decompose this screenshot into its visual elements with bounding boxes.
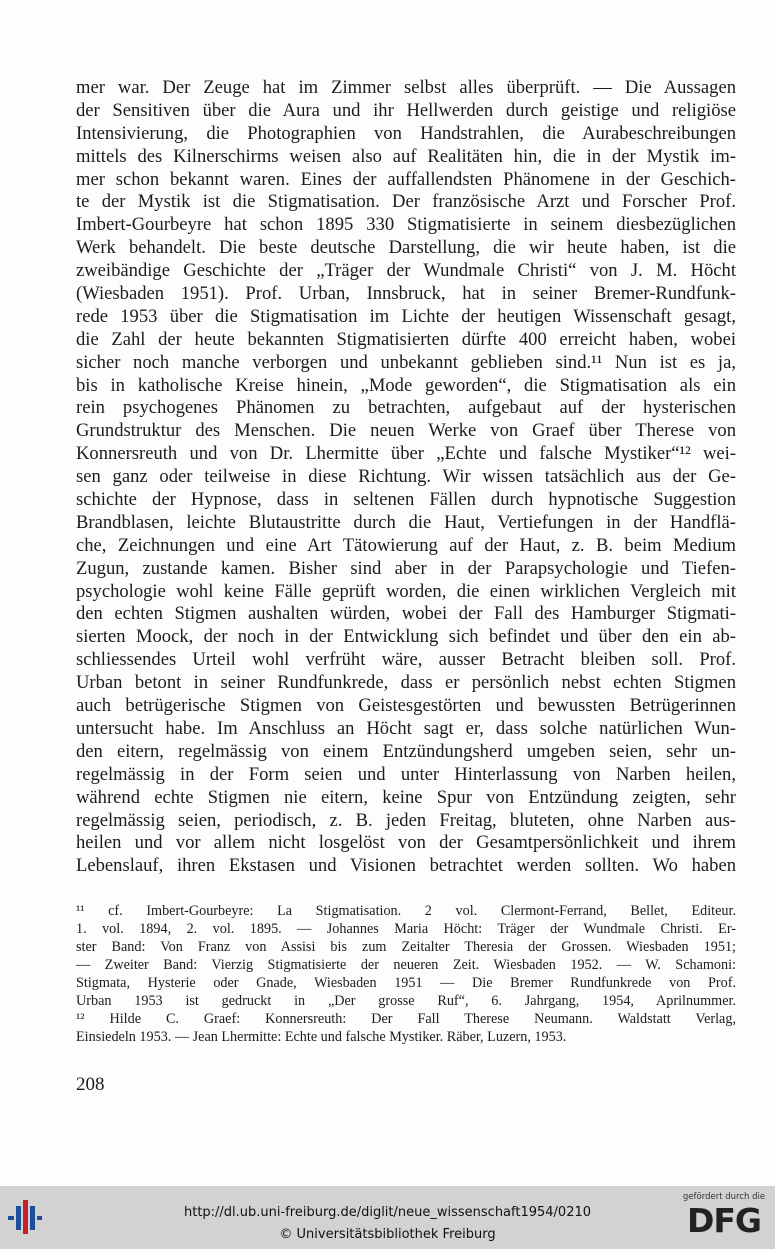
text-line: den eitern, regelmässig von einem Entzündungsherd umgeben seien, sehr un-	[76, 740, 736, 762]
text-line: Imbert-Gourbeyre hat schon 1895 330 Stigmatisierte in seinem diesbezüglichen	[76, 214, 736, 236]
text-line: te der Mystik ist die Stigmatisation. Der französische Arzt und Forscher Prof.	[76, 191, 736, 213]
text-line: che, Zeichnungen und eine Art Tätowierung auf der Haut, z. B. beim Medium	[76, 534, 736, 556]
text-line: Grundstruktur des Menschen. Die neuen Werke von Graef über Therese von	[76, 420, 736, 442]
text-line: Brandblasen, leichte Blutaustritte durch die Haut, Vertiefungen in der Handflä-	[76, 511, 736, 533]
text-line: psychologie wohl keine Fälle geprüft worden, die einen wirklichen Vergleich mit	[76, 580, 736, 602]
text-line: Werk behandelt. Die beste deutsche Darstellung, die wir heute haben, ist die	[76, 237, 736, 259]
text-line: Urban betont in seiner Rundfunkrede, dass er persönlich nebst echten Stigmen	[76, 672, 736, 694]
text-line: Konnersreuth und von Dr. Lhermitte über „Echte und falsche Mystiker“¹² wei-	[76, 443, 736, 465]
text-line: zweibändige Geschichte der „Träger der Wundmale Christi“ von J. M. Höcht	[76, 260, 736, 282]
text-line: rede 1953 über die Stigmatisation im Lichte der heutigen Wissenschaft gesagt,	[76, 305, 736, 327]
footnote-line: Einsiedeln 1953. — Jean Lhermitte: Echte und falsche Mystiker. Räber, Luzern, 1953.	[76, 1029, 567, 1045]
text-line: regelmässig in der Form seien und unter Hinterlassung von Narben heilen,	[76, 763, 736, 785]
text-line: während echte Stigmen nie eitern, keine Spur von Entzündung zeigten, sehr	[76, 786, 736, 808]
footnote-line: ¹² Hilde C. Graef: Konnersreuth: Der Fall Therese Neumann. Waldstatt Verlag,	[76, 1011, 736, 1027]
footnote-line: — Zweiter Band: Vierzig Stigmatisierte der neueren Zeit. Wiesbaden 1952. — W. Schamoni:	[76, 957, 736, 973]
dfg-wordmark: DFG	[686, 1201, 762, 1240]
text-line: sierten Moock, der noch in der Entwicklung sich befindet und über den ein ab-	[76, 626, 736, 648]
text-line: die Zahl der heute bekannten Stigmatisierten dürfte 400 erreicht haben, wobei	[76, 328, 736, 350]
text-line: schichte der Hypnose, dass in seltenen Fällen durch hypnotische Suggestion	[76, 489, 736, 511]
footnote-line: Urban 1953 ist gedruckt in „Der grosse Ruf“, 6. Jahrgang, 1954, Aprilnummer.	[76, 993, 736, 1009]
dfg-caption: gefördert durch die	[682, 1192, 766, 1202]
text-line: (Wiesbaden 1951). Prof. Urban, Innsbruck, hat in seiner Bremer-Rundfunk-	[76, 283, 736, 305]
dfg-logo	[681, 1192, 767, 1244]
page-number: 208	[76, 1074, 105, 1095]
footnote-line: Stigmata, Hysterie oder Gnade, Wiesbaden 1951 — Die Bremer Rundfunkrede von Prof.	[76, 975, 736, 991]
text-line: mittels des Kilnerschirms weisen also auf Realitäten hin, die in der Mystik im-	[76, 145, 736, 167]
text-line: rein psychogenes Phänomen zu betrachten, aufgebaut auf der hysterischen	[76, 397, 736, 419]
text-line: mer war. Der Zeuge hat im Zimmer selbst alles überprüft. — Die Aussagen	[76, 77, 736, 98]
text-line: der Sensitiven über die Aura und ihr Hellwerden durch geistige und religiöse	[76, 99, 736, 121]
text-line: heilen und vor allem nicht losgelöst von der Gesamtpersönlichkeit und ihrem	[76, 832, 736, 854]
copyright-notice: © Universitätsbibliothek Freiburg	[279, 1227, 496, 1242]
footnote-line: 1. vol. 1894, 2. vol. 1895. — Johannes Maria Höcht: Träger der Wundmale Christi. Er-	[76, 921, 736, 937]
text-line: den echten Stigmen aushalten würden, wobei der Fall des Hamburger Stigmati-	[76, 603, 736, 625]
footnotes	[76, 902, 736, 1046]
text-line: regelmässig seien, periodisch, z. B. jeden Freitag, bluteten, ohne Narben aus-	[76, 809, 736, 831]
footnote-line: ster Band: Von Franz von Assisi bis zum Zeitalter Theresia der Grossen. Wiesbaden 1951;	[76, 939, 736, 955]
text-line: schliessendes Urteil wohl verfrüht wäre, ausser Betracht bleiben soll. Prof.	[76, 649, 736, 671]
text-line: sicher noch manche verborgen und unbekannt geblieben sind.¹¹ Nun ist es ja,	[76, 351, 736, 373]
main-text	[76, 77, 736, 878]
text-line: auch betrügerische Stigmen von Geistesgestörten und bewussten Betrügerinnen	[76, 695, 736, 717]
text-line: Intensivierung, die Photographien von Handstrahlen, die Aurabeschreibungen	[76, 122, 736, 144]
text-line: bis in katholische Kreise hinein, „Mode geworden“, die Stigmatisation als ein	[76, 374, 736, 396]
text-line: mer schon bekannt waren. Eines der auffallendsten Phänomene in der Geschich-	[76, 168, 736, 190]
text-line: Lebenslauf, ihren Ekstasen und Visionen betrachtet werden sollten. Wo haben	[76, 855, 736, 877]
text-line: untersucht habe. Im Anschluss an Höcht sagt er, dass solche natürlichen Wun-	[76, 717, 736, 739]
text-line: sen ganz oder teilweise in diese Richtung. Wir wissen tatsächlich aus der Ge-	[76, 466, 736, 488]
source-url-link[interactable]: http://dl.ub.uni-freiburg.de/diglit/neue_wissenschaft1954/0210	[183, 1205, 592, 1220]
footnote-line: ¹¹ cf. Imbert-Gourbeyre: La Stigmatisation. 2 vol. Clermont-Ferrand, Bellet, Editeur.	[76, 903, 736, 919]
text-line: Zugun, zustande kamen. Bisher sind aber in der Parapsychologie und Tiefen-	[76, 557, 736, 579]
viewer-footer	[0, 1186, 775, 1249]
